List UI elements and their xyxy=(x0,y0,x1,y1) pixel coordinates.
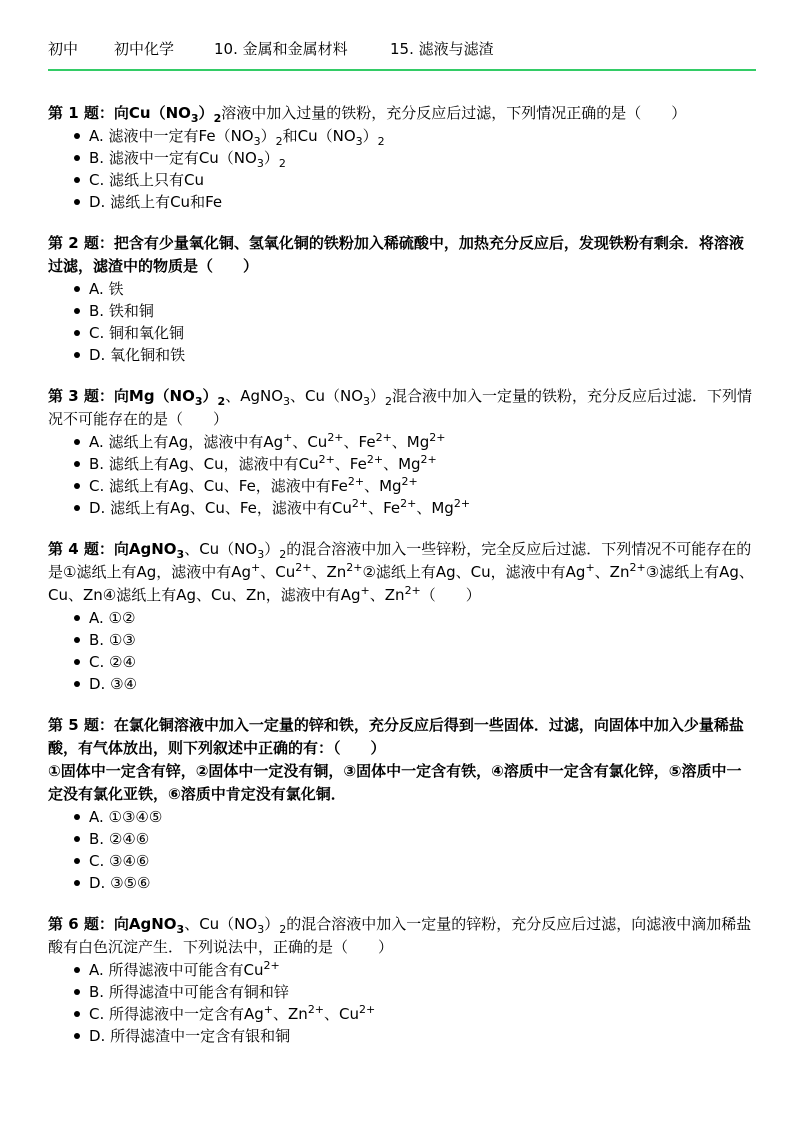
question-number: 第 4 题： xyxy=(48,540,114,558)
question-5 xyxy=(48,714,756,894)
header-divider xyxy=(48,69,756,71)
breadcrumb-item-topic[interactable]: 15. 滤液与滤渣 xyxy=(390,40,494,58)
option-a[interactable]: A. 铁 xyxy=(74,278,756,300)
question-number: 第 1 题： xyxy=(48,104,114,122)
question-text: 向AgNO$_3$、$Cu(NO_3)_2$的混合溶液中加入一些锌粉，完全反应后过滤．下列情况不可能存在的是①滤纸上有Ag，滤液中有Ag+、$Cu^{2+}$、$Zn^{2+}②$滤纸上有Ag、Cu，滤液中有Ag+、$Zn^{2+}③$滤纸上有Ag、Cu、Zn④滤纸上有Ag、Cu、Zn，滤液中有Ag+、$Zn^{2+}$（ ） xyxy=(48,540,754,604)
option-list xyxy=(48,806,756,894)
breadcrumb xyxy=(48,37,756,61)
option-b[interactable]: B. 滤液中一定有$Cu(NO_3)_2$ xyxy=(74,147,756,169)
question-stem xyxy=(48,102,756,125)
breadcrumb-item-subject[interactable]: 初中化学 xyxy=(114,40,175,58)
option-d[interactable]: D. 氧化铜和铁 xyxy=(74,344,756,366)
question-text: 在氯化铜溶液中加入一定量的锌和铁，充分反应后得到一些固体．过滤，向固体中加入少量稀盐酸，有气体放出，则下列叙述中正确的有：（ ） ①固体中一定含有锌，②固体中一定没有铜，③固体中一定含有铁，④溶质中一定含有氯化锌，⑤溶质中一定没有氯化亚铁，⑥溶质中肯定没有氯化铜． xyxy=(48,716,744,803)
option-d[interactable]: D. ③⑤⑥ xyxy=(74,872,756,894)
question-1 xyxy=(48,102,756,213)
option-d[interactable]: D. 所得滤渣中一定含有银和铜 xyxy=(74,1025,756,1047)
question-stem xyxy=(48,714,756,806)
question-number: 第 6 题： xyxy=(48,915,114,933)
option-list xyxy=(48,959,756,1047)
option-c[interactable]: C. 滤纸上有Ag、Cu、Fe，滤液中有$Fe^{2+}$、$Mg^{2+}$ xyxy=(74,475,756,497)
breadcrumb-item-chapter[interactable]: 10. 金属和金属材料 xyxy=(214,40,348,58)
option-list xyxy=(48,607,756,695)
option-c[interactable]: C. ③④⑥ xyxy=(74,850,756,872)
option-a[interactable]: A. ①② xyxy=(74,607,756,629)
question-text: 向$Cu(NO_3)_2$溶液中加入过量的铁粉，充分反应后过滤，下列情况正确的是（ ） xyxy=(113,104,687,125)
option-a[interactable]: A. ①③④⑤ xyxy=(74,806,756,828)
question-stem xyxy=(48,538,756,607)
option-c[interactable]: C. 铜和氧化铜 xyxy=(74,322,756,344)
option-a[interactable]: A. 滤液中一定有$Fe(NO_3)_2$和$Cu(NO_3)_2$ xyxy=(74,125,756,147)
question-list xyxy=(48,102,756,1066)
option-c[interactable]: C. ②④ xyxy=(74,651,756,673)
option-b[interactable]: B. ①③ xyxy=(74,629,756,651)
question-stem xyxy=(48,232,756,278)
option-list xyxy=(48,431,756,519)
option-b[interactable]: B. 所得滤渣中可能含有铜和锌 xyxy=(74,981,756,1003)
question-stem xyxy=(48,385,756,431)
option-a[interactable]: A. 滤纸上有Ag，滤液中有Ag+、$Cu^{2+}$、$Fe^{2+}$、$Mg^{2+}$ xyxy=(74,431,756,453)
question-stem xyxy=(48,913,756,959)
question-2 xyxy=(48,232,756,366)
question-4 xyxy=(48,538,756,695)
question-text: 把含有少量氧化铜、氢氧化铜的铁粉加入稀硫酸中，加热充分反应后，发现铁粉有剩余．将溶液过滤，滤渣中的物质是（ ） xyxy=(48,234,744,275)
option-b[interactable]: B. ②④⑥ xyxy=(74,828,756,850)
option-c[interactable]: C. 滤纸上只有Cu xyxy=(74,169,756,191)
question-number: 第 3 题： xyxy=(48,387,114,405)
option-list xyxy=(48,125,756,213)
question-6 xyxy=(48,913,756,1047)
option-a[interactable]: A. 所得滤液中可能含有$Cu^{2+}$ xyxy=(74,959,756,981)
option-b[interactable]: B. 铁和铜 xyxy=(74,300,756,322)
option-d[interactable]: D. 滤纸上有Cu和Fe xyxy=(74,191,756,213)
question-text: 向AgNO$_3$、$Cu(NO_3)_2$的混合溶液中加入一定量的锌粉，充分反应后过滤，向滤液中滴加稀盐酸有白色沉淀产生．下列说法中，正确的是（ ） xyxy=(48,915,752,956)
option-c[interactable]: C. 所得滤液中一定含有Ag+、$Zn^{2+}$、$Cu^{2+}$ xyxy=(74,1003,756,1025)
question-number: 第 2 题： xyxy=(48,234,114,252)
breadcrumb-item-level[interactable]: 初中 xyxy=(48,40,79,58)
option-d[interactable]: D. 滤纸上有Ag、Cu、Fe，滤液中有$Cu^{2+}$、$Fe^{2+}$、$Mg^{2+}$ xyxy=(74,497,756,519)
question-number: 第 5 题： xyxy=(48,716,114,734)
option-b[interactable]: B. 滤纸上有Ag、Cu，滤液中有$Cu^{2+}$、$Fe^{2+}$、$Mg^{2+}$ xyxy=(74,453,756,475)
option-d[interactable]: D. ③④ xyxy=(74,673,756,695)
option-list xyxy=(48,278,756,366)
question-3 xyxy=(48,385,756,519)
question-text: 向$Mg(NO_3)_2$、AgNO$_3$、$Cu(NO_3)_2$混合液中加入一定量的铁粉，充分反应后过滤．下列情况不可能存在的是（ ） xyxy=(48,387,753,428)
